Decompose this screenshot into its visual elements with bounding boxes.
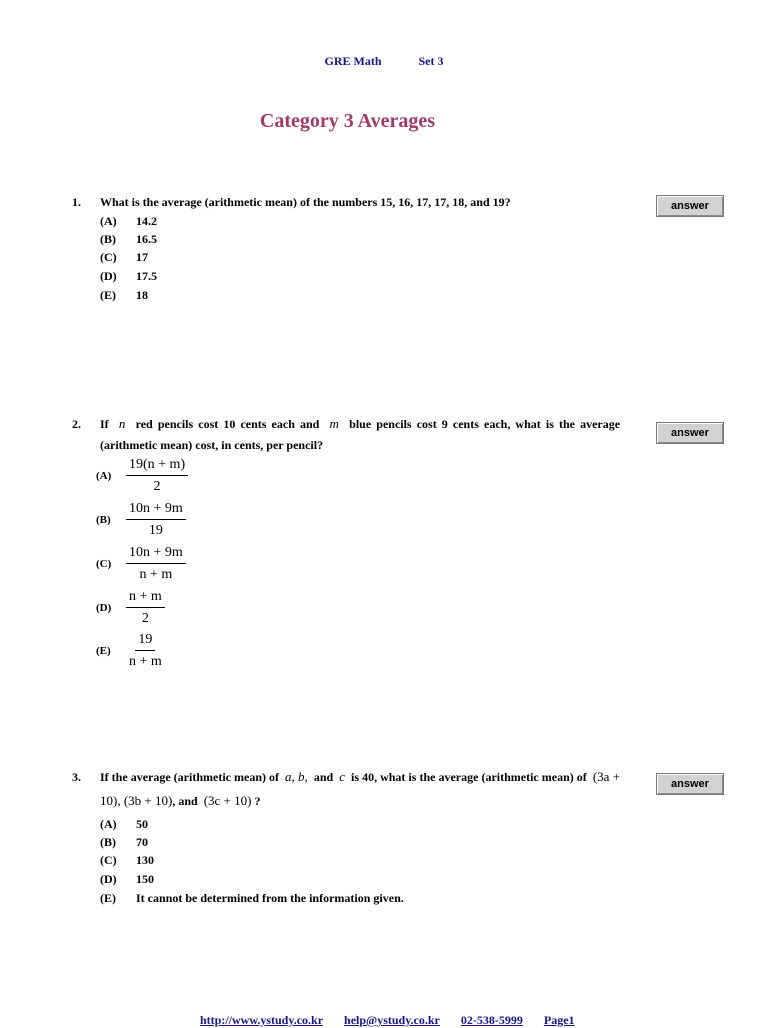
option-label: (B) <box>100 835 116 849</box>
denominator: 2 <box>141 611 149 626</box>
variable-m: m <box>329 416 339 431</box>
option-value: 17 <box>136 250 148 264</box>
option-label: (A) <box>100 214 117 228</box>
option-label: (A) <box>100 817 117 831</box>
option-value: 16.5 <box>136 232 157 246</box>
option-e <box>100 286 148 304</box>
option-value: 50 <box>136 817 148 831</box>
option-value: It cannot be determined from the information given. <box>136 891 404 905</box>
fraction <box>126 544 186 584</box>
denominator: n + m <box>139 567 173 582</box>
option-a <box>96 456 188 496</box>
text-segment: If <box>100 417 109 431</box>
numerator: 19 <box>135 631 155 651</box>
text-segment: blue pencils cost 9 cents each, what is the average (arithmetic mean) cost, in cents, per pencil? <box>100 417 621 452</box>
option-label: (B) <box>96 514 111 526</box>
option-label: (E) <box>100 288 116 302</box>
footer-email-link[interactable]: help@ystudy.co.kr <box>344 1013 440 1027</box>
option-b <box>100 230 157 248</box>
question-text: What is the average (arithmetic mean) of the numbers 15, 16, 17, 17, 18, and 19? <box>100 195 511 209</box>
text-segment: ? <box>254 794 261 808</box>
denominator: n + m <box>129 654 162 669</box>
option-value: 150 <box>136 872 154 886</box>
header-subject: GRE Math <box>324 54 382 68</box>
question-text <box>100 765 620 813</box>
question-number: 1. <box>72 195 81 209</box>
footer-site-link[interactable]: http://www.ystudy.co.kr <box>200 1013 324 1027</box>
option-label: (C) <box>100 853 117 867</box>
numerator: n + m <box>126 588 165 608</box>
option-value: 70 <box>136 835 148 849</box>
fraction <box>126 456 188 496</box>
option-label: (C) <box>100 250 117 264</box>
option-label: (D) <box>96 602 112 614</box>
fraction <box>126 500 186 540</box>
option-label: (C) <box>96 558 112 570</box>
option-value: 17.5 <box>136 269 157 283</box>
option-e <box>100 889 404 907</box>
denominator: 19 <box>148 523 163 538</box>
option-b <box>96 500 186 540</box>
option-e <box>96 631 165 671</box>
option-value: 18 <box>136 288 148 302</box>
answer-button-3[interactable]: answer <box>656 773 724 795</box>
question-text <box>100 413 620 456</box>
footer-phone: 02-538-5999 <box>460 1013 523 1027</box>
math-expression: (3c + 10) <box>203 793 252 808</box>
option-c <box>100 248 148 266</box>
text-segment: , and <box>172 794 198 808</box>
option-a <box>100 212 157 230</box>
option-c <box>96 544 186 584</box>
option-d <box>100 267 157 285</box>
answer-button-1[interactable]: answer <box>656 195 724 217</box>
numerator: 19(n + m) <box>126 456 188 476</box>
text-segment: If the average (arithmetic mean) of <box>100 770 280 784</box>
option-b <box>100 833 148 851</box>
numerator: 10n + 9m <box>126 500 186 520</box>
variables-ab: a, b, <box>285 769 308 784</box>
numerator: 10n + 9m <box>126 544 186 564</box>
option-value: 130 <box>136 853 154 867</box>
question-number: 3. <box>72 770 81 784</box>
option-label: (E) <box>100 891 116 905</box>
variable-c: c <box>339 769 346 784</box>
page-footer <box>200 1013 593 1028</box>
variable-n: n <box>118 416 126 431</box>
fraction <box>126 588 165 628</box>
option-label: (A) <box>96 470 112 482</box>
footer-page-number: Page1 <box>543 1013 575 1027</box>
option-a <box>100 815 148 833</box>
option-value: 14.2 <box>136 214 157 228</box>
fraction <box>126 631 165 671</box>
option-d <box>96 588 165 628</box>
text-segment: and <box>313 770 334 784</box>
denominator: 2 <box>153 479 161 494</box>
option-label: (D) <box>100 269 117 283</box>
math-expression: (3a + 10), (3b + 10) <box>100 769 621 808</box>
option-c <box>100 851 154 869</box>
question-number: 2. <box>72 417 81 431</box>
page-header <box>0 54 768 69</box>
text-segment: is 40, what is the average (arithmetic mean) of <box>351 770 587 784</box>
answer-button-2[interactable]: answer <box>656 422 724 444</box>
option-d <box>100 870 154 888</box>
option-label: (D) <box>100 872 117 886</box>
option-label: (E) <box>96 645 111 657</box>
option-label: (B) <box>100 232 116 246</box>
page-title: Category 3 Averages <box>259 110 436 132</box>
text-segment: red pencils cost 10 cents each and <box>135 417 320 431</box>
header-set: Set 3 <box>418 54 444 68</box>
